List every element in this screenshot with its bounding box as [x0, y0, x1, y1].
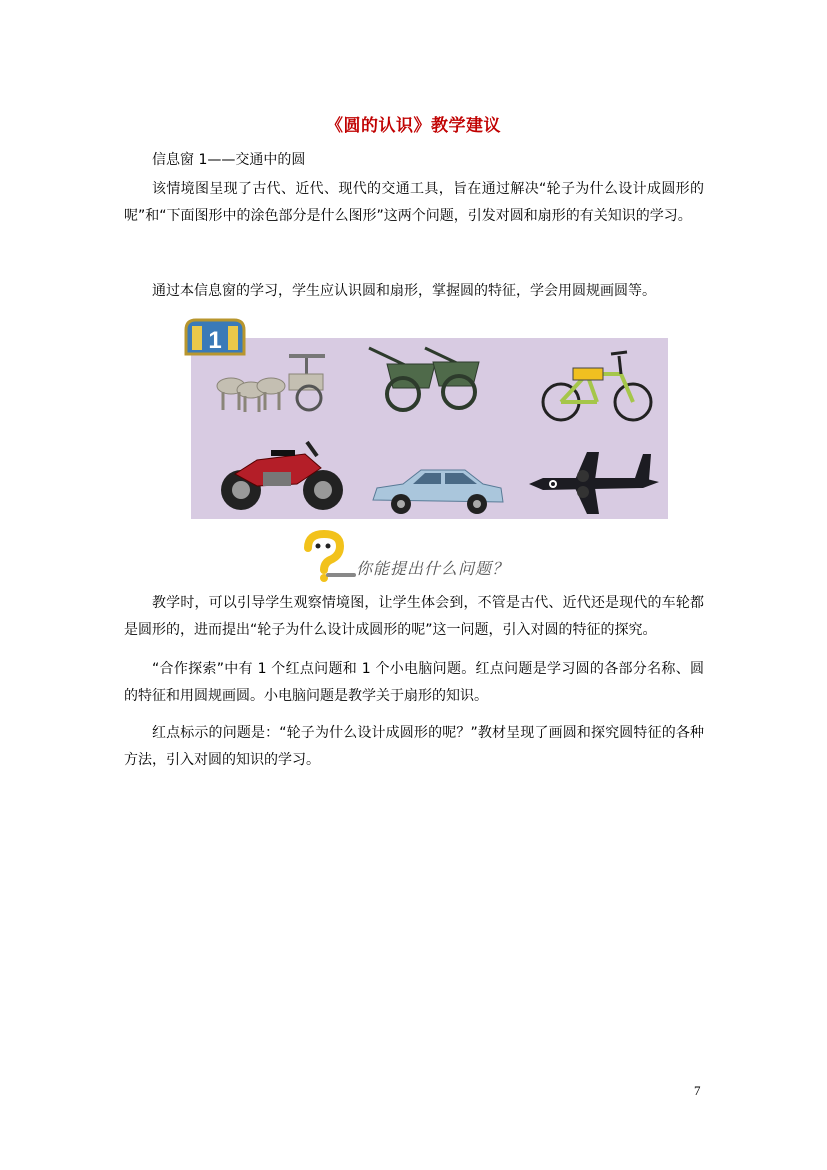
- document-title: 《圆的认识》教学建议: [326, 116, 501, 136]
- paragraph-goals: 通过本信息窗的学习，学生应认识圆和扇形，掌握圆的特征，学会用圆规画圆等。: [152, 283, 656, 299]
- window-number-badge: [184, 316, 246, 356]
- paragraph-intro: 该情境图呈现了古代、近代、现代的交通工具，旨在通过解决“轮子为什么设计成圆形的呢”和“下面图形中的涂色部分是什么图形”这两个问题，引发对圆和扇形的有关知识的学习。: [124, 181, 704, 224]
- chariot-image: [209, 346, 331, 416]
- paragraph-teaching: 教学时，可以引导学生观察情境图，让学生体会到，不管是古代、近代还是现代的车轮都是圆形的，进而提出“轮子为什么设计成圆形的呢”这一问题，引入对圆的特征的探究。: [124, 595, 704, 638]
- motorcycle-image: [217, 434, 345, 514]
- bicycle-image: [535, 344, 659, 424]
- section-heading: 信息窗 1——交通中的圆: [152, 152, 306, 168]
- question-prompt: 你能提出什么问题？: [356, 559, 510, 578]
- prompt-underline: [326, 573, 356, 577]
- paragraph-red-dot: 红点标示的问题是：“轮子为什么设计成圆形的呢？”教材呈现了画圆和探究圆特征的各种方法，引入对圆的知识的学习。: [124, 725, 704, 768]
- page-number: 7: [694, 1083, 701, 1098]
- badge-number: 1: [208, 327, 222, 354]
- cart-image: [367, 344, 487, 414]
- car-image: [369, 460, 507, 518]
- airplane-image: [525, 448, 663, 518]
- transport-scenario-figure: [191, 338, 668, 519]
- paragraph-cooperation: “合作探索”中有 1 个红点问题和 1 个小电脑问题。红点问题是学习圆的各部分名称、圆的特征和用圆规画圆。小电脑问题是教学关于扇形的知识。: [124, 661, 704, 704]
